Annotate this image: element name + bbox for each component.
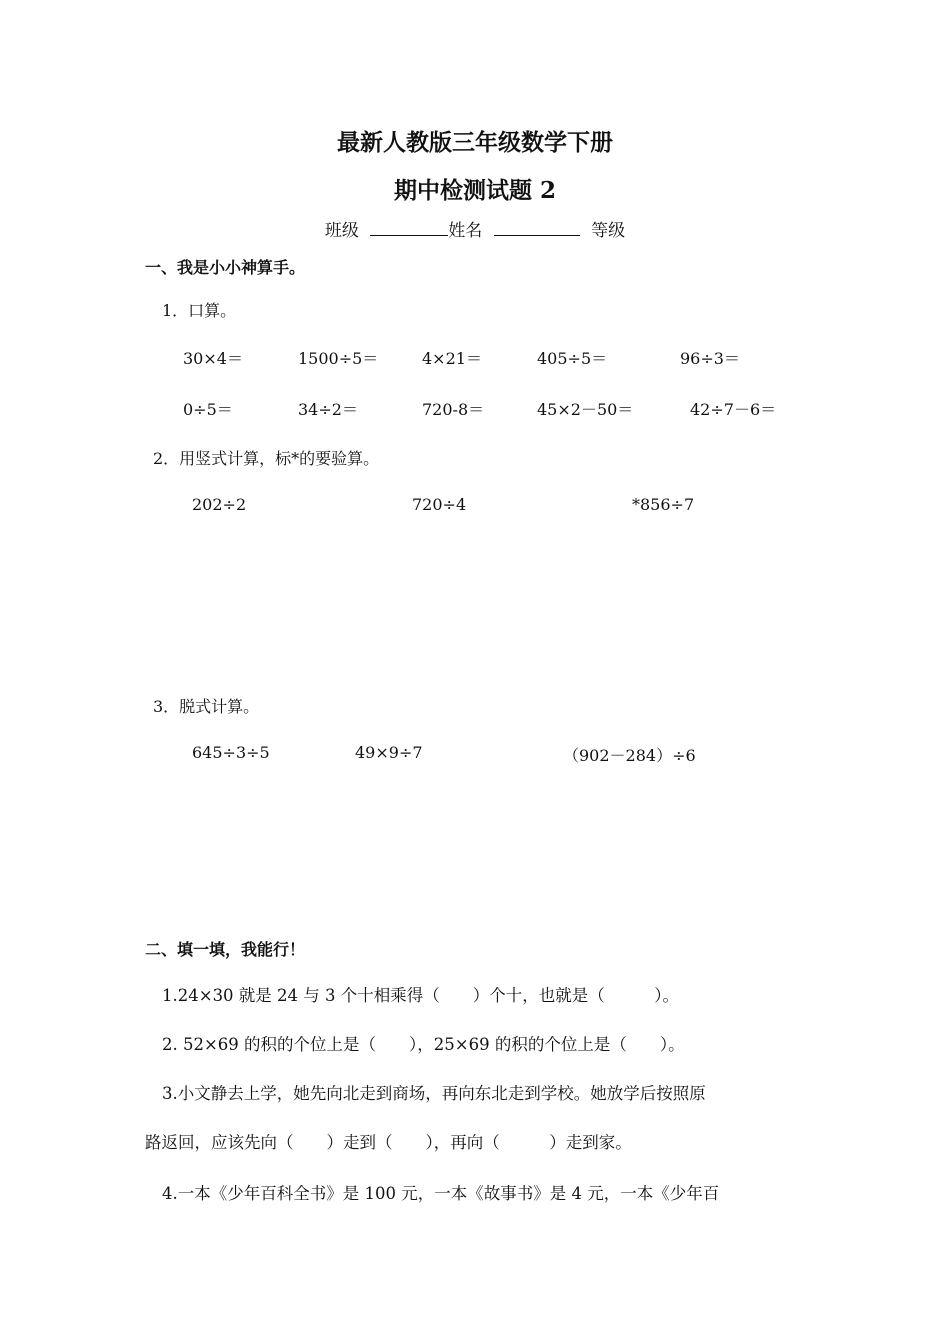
oral-calc-item: 1500÷5＝ <box>298 349 379 368</box>
class-label: 班级 <box>324 221 359 241</box>
oral-calc-item: 42÷7－6＝ <box>690 400 777 419</box>
step-calc-item: 645÷3÷5 <box>192 743 270 762</box>
step-calc-item: 49×9÷7 <box>355 743 423 762</box>
class-blank[interactable] <box>370 219 448 236</box>
oral-calc-item: 405÷5＝ <box>537 349 608 368</box>
fill-blank-line: 4.一本《少年百科全书》是 100 元，一本《故事书》是 4 元，一本《少年百 <box>162 1184 720 1203</box>
section-2-heading: 二、填一填，我能行！ <box>145 940 306 959</box>
student-info-line <box>0 216 950 241</box>
oral-calc-item: 34÷2＝ <box>298 400 358 419</box>
oral-calc-item: 96÷3＝ <box>680 349 740 368</box>
fill-blank-line: 路返回，应该先向（ ）走到（ ），再向（ ）走到家。 <box>145 1133 632 1152</box>
oral-calc-item: 30×4＝ <box>183 349 243 368</box>
step-calc-item: （902－284）÷6 <box>563 746 696 765</box>
oral-calc-item: 720-8＝ <box>422 400 485 419</box>
fill-blank-line: 3.小文静去上学，她先向北走到商场，再向东北走到学校。她放学后按照原 <box>162 1084 706 1103</box>
fill-blank-line: 2. 52×69 的积的个位上是（ ），25×69 的积的个位上是（ ）。 <box>162 1035 685 1054</box>
question-3-label: 3．脱式计算。 <box>153 697 260 716</box>
grade-label: 等级 <box>591 221 626 241</box>
fill-blank-line: 1.24×30 就是 24 与 3 个十相乘得（ ）个十，也就是（ ）。 <box>162 986 680 1005</box>
vertical-calc-item: *856÷7 <box>632 495 695 514</box>
question-1-label: 1．口算。 <box>162 301 237 320</box>
oral-calc-item: 45×2－50＝ <box>537 400 634 419</box>
page-title: 最新人教版三年级数学下册 <box>337 129 613 156</box>
oral-calc-item: 4×21＝ <box>422 349 482 368</box>
name-label: 姓名 <box>448 221 483 241</box>
vertical-calc-item: 720÷4 <box>412 495 467 514</box>
oral-calc-item: 0÷5＝ <box>183 400 233 419</box>
page-subtitle: 期中检测试题 2 <box>393 177 556 204</box>
question-2-label: 2．用竖式计算，标*的要验算。 <box>153 449 380 468</box>
name-blank[interactable] <box>494 219 580 236</box>
section-1-heading: 一、我是小小神算手。 <box>145 258 306 277</box>
vertical-calc-item: 202÷2 <box>192 495 247 514</box>
